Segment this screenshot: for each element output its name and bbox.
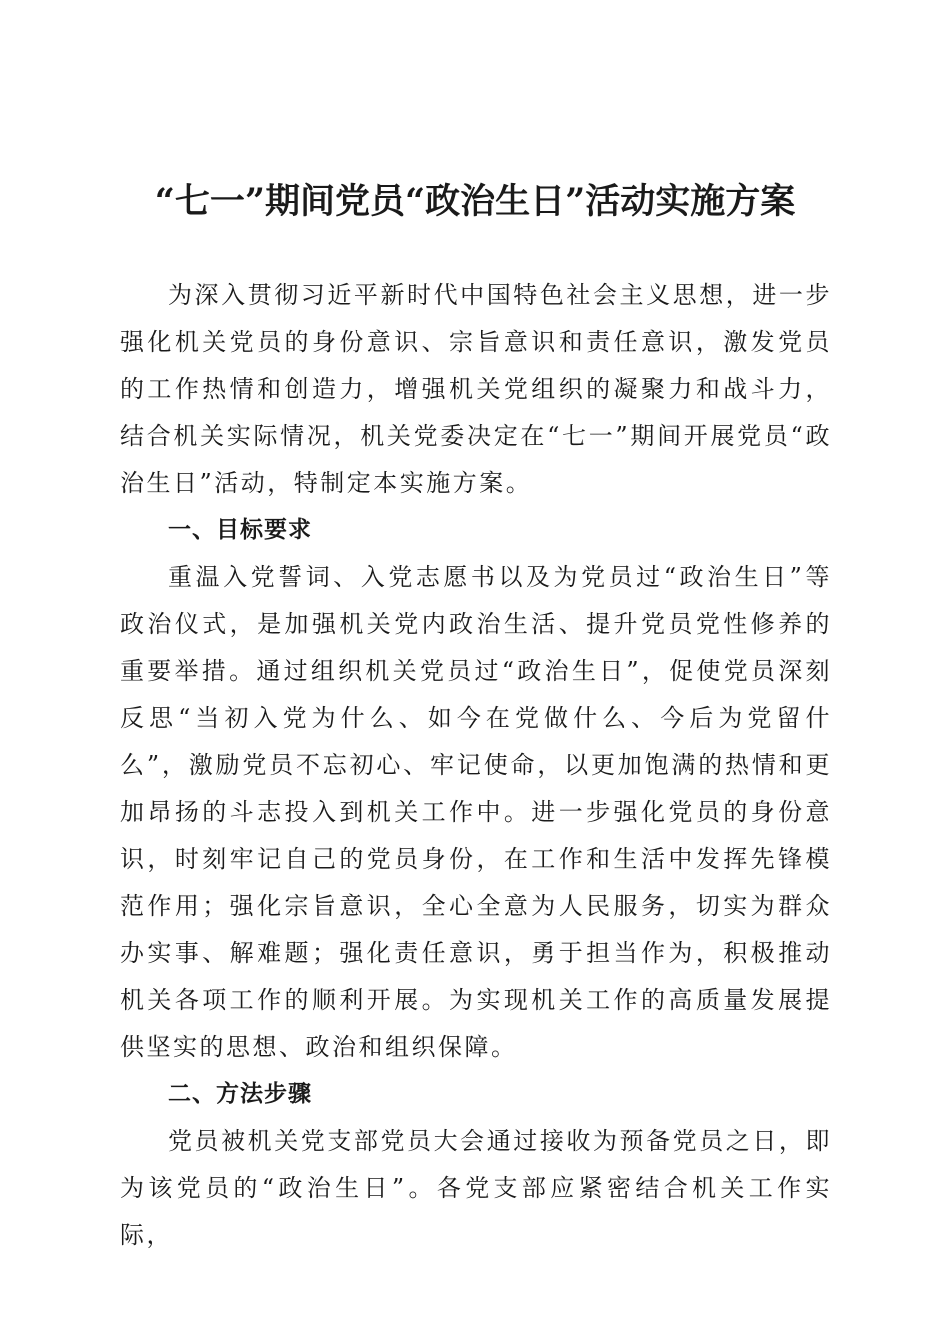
section-heading-goals: 一、目标要求 [168,517,312,543]
intro-paragraph: 为深入贯彻习近平新时代中国特色社会主义思想，进一步强化机关党员的身份意识、宗旨意识和责任意识，激发党员的工作热情和创造力，增强机关党组织的凝聚力和战斗力，结合机关实际情况，机关党委决定在“七一”期间开展党员“政治生日”活动，特制定本实施方案。 [120,281,832,497]
goals-paragraph: 重温入党誓词、入党志愿书以及为党员过“政治生日”等政治仪式，是加强机关党内政治生活、提升党员党性修养的重要举措。通过组织机关党员过“政治生日”，促使党员深刻反思“当初入党为什么、如今在党做什么、今后为党留什么”，激励党员不忘初心、牢记使命，以更加饱满的热情和更加昂扬的斗志投入到机关工作中。进一步强化党员的身份意识，时刻牢记自己的党员身份，在工作和生活中发挥先锋模范作用；强化宗旨意识，全心全意为人民服务，切实为群众办实事、解难题；强化责任意识，勇于担当作为，积极推动机关各项工作的顺利开展。为实现机关工作的高质量发展提供坚实的思想、政治和组织保障。 [120,563,832,1061]
methods-paragraph: 党员被机关党支部党员大会通过接收为预备党员之日，即为该党员的“政治生日”。各党支部应紧密结合机关工作实际， [120,1127,832,1249]
section-heading-methods: 二、方法步骤 [168,1081,312,1107]
document-body [120,272,832,1259]
document-title: “七一”期间党员“政治生日”活动实施方案 [154,181,796,222]
